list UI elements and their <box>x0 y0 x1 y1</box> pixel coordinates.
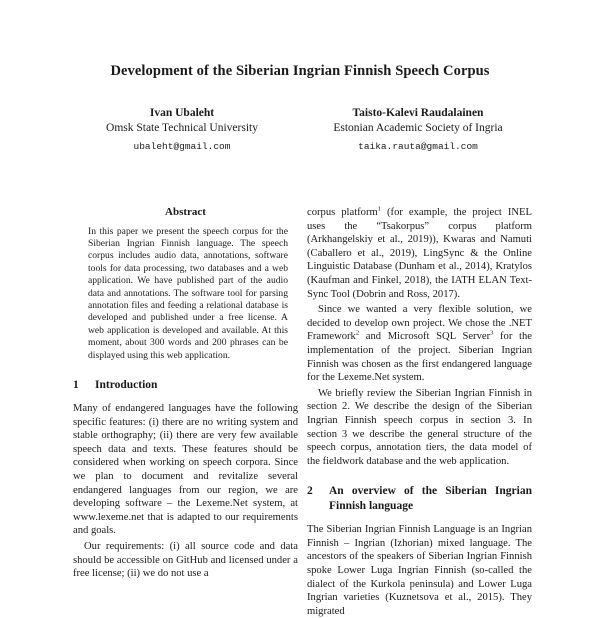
footnote-marker: 1 <box>377 205 381 213</box>
author-email: taika.rauta@gmail.com <box>358 141 478 152</box>
footnote-marker: 3 <box>490 329 494 337</box>
author-name: Taisto-Kalevi Raudalainen <box>352 107 484 119</box>
section-number: 2 <box>307 485 313 498</box>
text-run: (for example, the project INEL uses the “Tsakorpus” corpus platform (Arkhangelskiy et al., 2019)), Kwaras and Namuti (Caballero et al., 2019), LingSync & the Online Linguistic Database (Dunham et al., 2014), Kratylos (Kaufman and Finkel, 2018), the IATH ELAN Text-Sync Tool (Dobrin and Ross, 2017). <box>307 207 532 300</box>
author-name: Ivan Ubaleht <box>149 107 215 119</box>
paper-title: Development of the Siberian Ingrian Finnish Speech Corpus <box>110 63 490 79</box>
paragraph <box>307 303 532 385</box>
left-column <box>73 206 298 581</box>
text-run: for the implementation of the project. Siberian Ingrian Finnish was chosen as the first endangered language for the Lexeme.Net system. <box>307 331 532 384</box>
author-affiliation: Estonian Academic Society of Ingria <box>333 122 503 134</box>
abstract-text: In this paper we present the speech corpus for the Siberian Ingrian Finnish language. The speech corpus includes audio data, annotations, software tools for data processing, two databases and a web application. We have published part of the audio data and annotations. The software tool for parsing annotation files and feeding a relational database is developed and published under a free license. A web application is developed and available. At this moment, about 300 words and 200 phrases can be displayed using this web application. <box>88 225 288 361</box>
section-heading <box>73 378 298 393</box>
text-run: Since we wanted a very flexible solution, we decided to develop own project. We chose the .NET Framework <box>307 304 532 343</box>
paragraph: We briefly review the Siberian Ingrian Finnish in section 2. We describe the design of the Siberian Ingrian Finnish speech corpus in section 3. In section 3 we describe the general structure of the speech corpus, annotation tiers, the data model of the fieldwork database and the web application. <box>307 387 532 467</box>
paragraph <box>307 206 532 301</box>
paragraph: The Siberian Ingrian Finnish Language is an Ingrian Finnish – Ingrian (Izhorian) mixed language. The ancestors of the speakers of Siberian Ingrian Finnish spoke Lower Luga Ingrian Finnish (so-called the dialect of the Kurkola peninsula) and Lower Luga Ingrian varieties (Kuznetsova et al., 2015). They migrated <box>307 524 532 617</box>
footnote-marker: 2 <box>355 329 360 337</box>
text-run: corpus platform <box>307 207 378 218</box>
author-block <box>62 106 302 154</box>
text-run: and Microsoft SQL Server <box>359 331 491 343</box>
section-title: An overview of the Siberian Ingrian Finnish language <box>329 485 532 513</box>
author-email: ubaleht@gmail.com <box>133 141 231 152</box>
section-heading <box>307 484 532 514</box>
section-number: 1 <box>73 379 79 392</box>
paragraph: Many of endangered languages have the following specific features: (i) there are no writing system and stable orthography; (ii) there are very few available speech data and texts. These features should be considered when working on speech corpora. Since we plan to document and revitalize several endangered languages from our region, we are developing software – the Lexeme.Net system, at www.lexeme.net that is adapted to our requirements and goals. <box>73 403 298 537</box>
abstract-heading: Abstract <box>165 206 206 218</box>
author-block <box>298 106 538 154</box>
author-affiliation: Omsk State Technical University <box>106 122 258 134</box>
right-column <box>307 206 532 618</box>
paragraph: Our requirements: (i) all source code and data should be accessible on GitHub and licensed under a free license; (ii) we do not use a <box>73 541 298 580</box>
section-title: Introduction <box>95 379 158 392</box>
